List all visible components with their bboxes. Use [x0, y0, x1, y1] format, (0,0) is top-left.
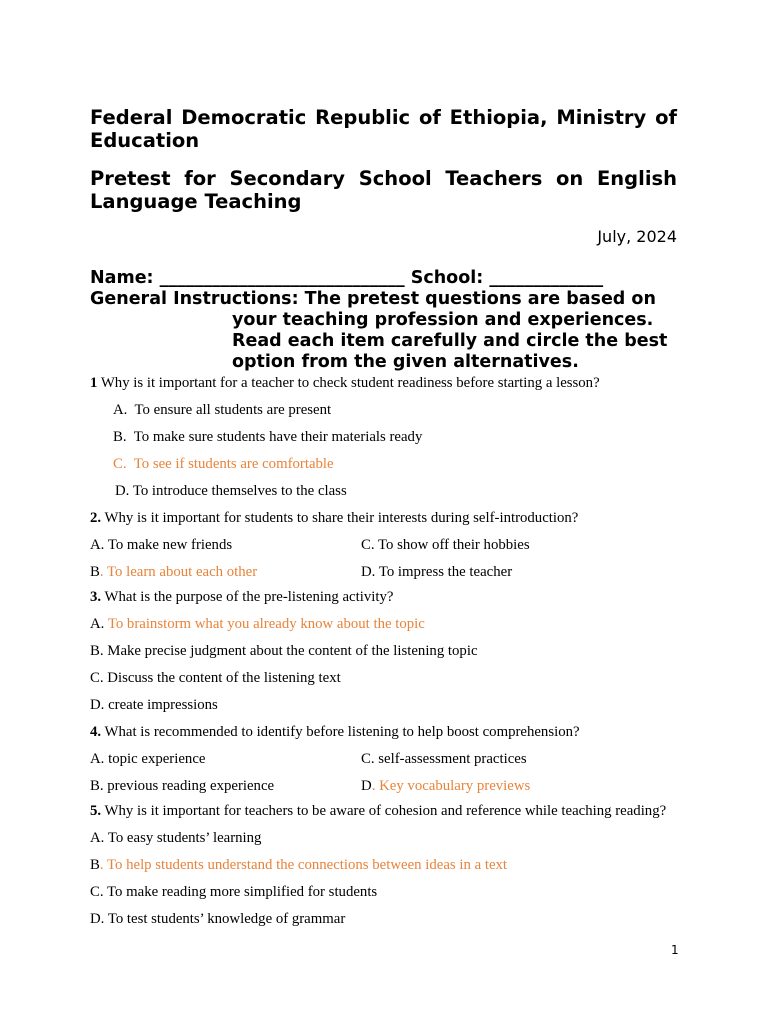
question-text: What is the purpose of the pre-listening activity?	[104, 589, 394, 605]
option-text: To make new friends	[107, 537, 233, 553]
option-1d[interactable]	[115, 482, 347, 500]
option-text: To show off their hobbies	[378, 537, 530, 553]
question-number: 5.	[90, 803, 102, 819]
option-letter: B.	[90, 643, 104, 659]
option-letter: B	[90, 564, 100, 580]
option-3a-highlighted[interactable]	[90, 615, 425, 633]
option-2d[interactable]	[361, 563, 512, 581]
option-text: To brainstorm what you already know about the topic	[107, 616, 425, 632]
option-5c[interactable]	[90, 883, 377, 901]
option-letter: C.	[113, 456, 127, 472]
option-2c[interactable]	[361, 536, 530, 554]
option-1b[interactable]	[113, 428, 422, 446]
option-letter: C.	[90, 670, 104, 686]
option-text: topic experience	[108, 751, 206, 767]
option-letter: A.	[90, 751, 105, 767]
option-2a[interactable]	[90, 536, 232, 554]
option-letter: A.	[113, 402, 128, 418]
question-3	[90, 588, 393, 606]
page-number: 1	[671, 943, 679, 957]
option-letter: B.	[90, 778, 104, 794]
question-4	[90, 723, 580, 741]
question-2	[90, 509, 578, 527]
option-letter: D.	[90, 911, 105, 927]
option-text: . To help students understand the connections between ideas in a text	[99, 857, 508, 873]
option-3d[interactable]	[90, 696, 218, 714]
option-text: To introduce themselves to the class	[132, 483, 347, 499]
option-2b-highlighted[interactable]	[90, 563, 257, 581]
option-letter: D	[361, 778, 372, 794]
instructions-label: General Instructions:	[90, 289, 299, 309]
option-letter: A.	[90, 537, 105, 553]
option-letter: B.	[113, 429, 127, 445]
option-letter: C.	[361, 537, 375, 553]
option-5a[interactable]	[90, 829, 261, 847]
option-text: . To learn about each other	[99, 564, 258, 580]
question-number: 4.	[90, 724, 102, 740]
option-letter: A.	[90, 616, 105, 632]
option-4b[interactable]	[90, 777, 274, 795]
question-text: What is recommended to identify before listening to help boost comprehension?	[104, 724, 580, 740]
option-1c-highlighted[interactable]	[113, 455, 334, 473]
option-letter: C.	[361, 751, 375, 767]
option-text: previous reading experience	[107, 778, 275, 794]
instructions-body: your teaching profession and experiences. Read each item carefully and circle the best option from the given alternatives.	[232, 310, 668, 372]
option-letter: A.	[90, 830, 105, 846]
option-text: To make sure students have their materials ready	[133, 429, 423, 445]
date: July, 2024	[597, 227, 677, 246]
option-letter: D.	[90, 697, 105, 713]
option-text: self-assessment practices	[378, 751, 527, 767]
option-letter: C.	[90, 884, 104, 900]
title-ministry: Federal Democratic Republic of Ethiopia, Ministry of Education	[90, 106, 677, 152]
question-5	[90, 802, 666, 820]
option-text: To test students’ knowledge of grammar	[107, 911, 346, 927]
school-label: School:	[410, 268, 484, 288]
option-5b-highlighted[interactable]	[90, 856, 507, 874]
option-text: To ensure all students are present	[134, 402, 332, 418]
option-letter: D.	[115, 483, 130, 499]
option-3b[interactable]	[90, 642, 478, 660]
option-letter: B	[90, 857, 100, 873]
question-text: Why is it important for students to share their interests during self-introduction?	[104, 510, 579, 526]
option-4a[interactable]	[90, 750, 205, 768]
option-letter: D.	[361, 564, 376, 580]
option-text: Make precise judgment about the content of the listening topic	[107, 643, 478, 659]
option-text: To make reading more simplified for students	[107, 884, 378, 900]
name-field[interactable]: ____________________________	[159, 268, 405, 288]
title-pretest: Pretest for Secondary School Teachers on English Language Teaching	[90, 167, 677, 213]
question-1	[90, 374, 600, 392]
option-4d-highlighted[interactable]	[361, 777, 530, 795]
question-text: Why is it important for teachers to be aware of cohesion and reference while teaching reading?	[104, 803, 667, 819]
option-text: To easy students’ learning	[107, 830, 262, 846]
option-text: create impressions	[108, 697, 218, 713]
option-4c[interactable]	[361, 750, 527, 768]
option-text: Discuss the content of the listening text	[107, 670, 341, 686]
question-number: 3.	[90, 589, 102, 605]
school-field[interactable]: _____________	[489, 268, 604, 288]
option-1a[interactable]	[113, 401, 331, 419]
option-text: To impress the teacher	[378, 564, 513, 580]
question-number: 1	[90, 375, 98, 391]
instructions-heading	[90, 289, 656, 310]
option-3c[interactable]	[90, 669, 341, 687]
name-label: Name:	[90, 268, 154, 288]
name-school-line	[90, 268, 603, 288]
option-text: . Key vocabulary previews	[371, 778, 531, 794]
question-number: 2.	[90, 510, 102, 526]
question-text: Why is it important for a teacher to check student readiness before starting a lesson?	[100, 375, 600, 391]
option-text: To see if students are comfortable	[133, 456, 334, 472]
instructions-first-line: The pretest questions are based on	[304, 289, 656, 309]
option-5d[interactable]	[90, 910, 345, 928]
